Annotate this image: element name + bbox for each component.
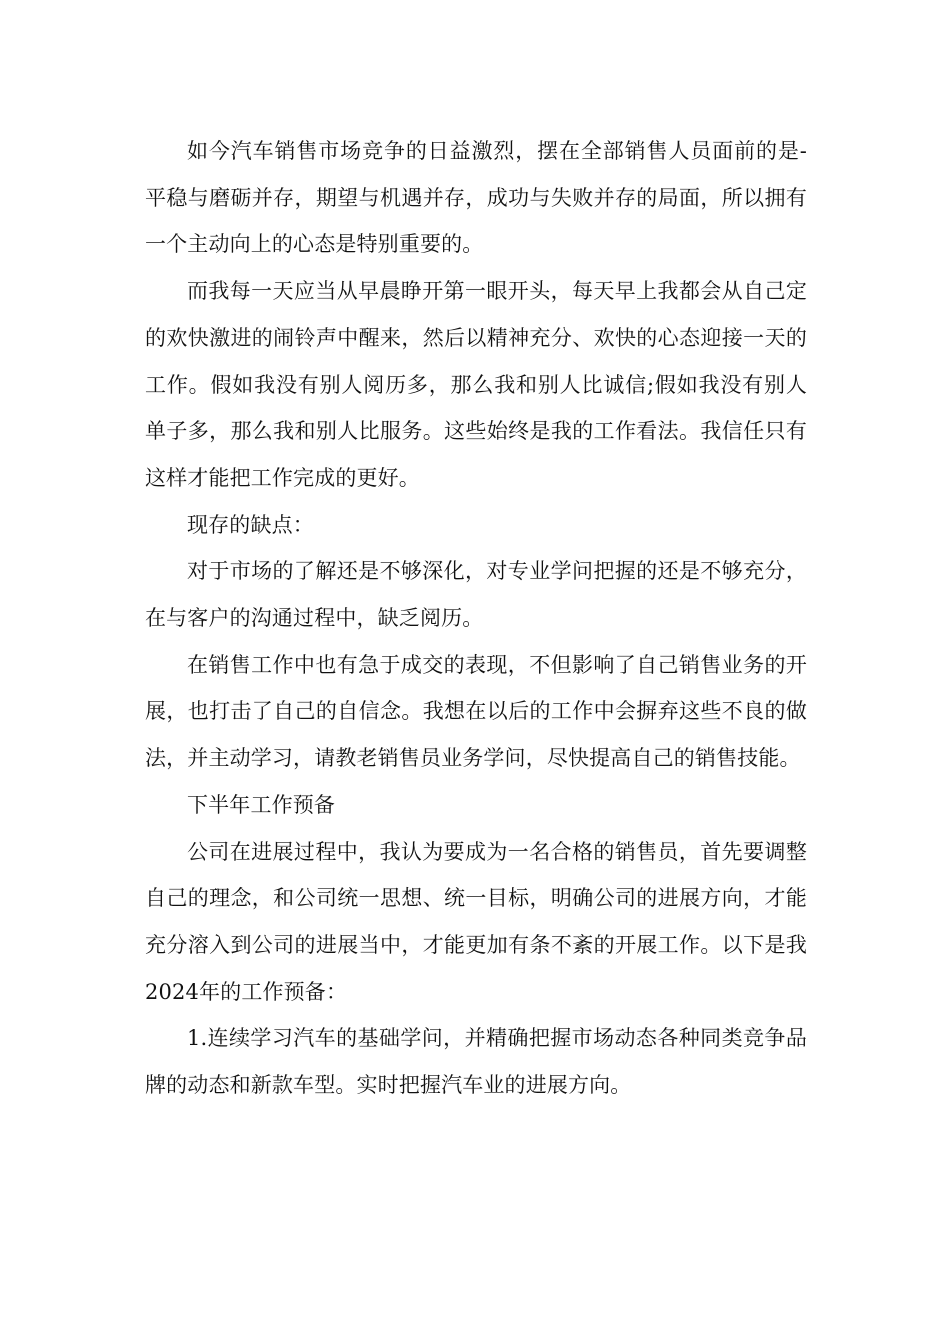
paragraph-sales-improvement: 在销售工作中也有急于成交的表现，不但影响了自己销售业务的开展，也打击了自己的自信念。我想在以后的工作中会摒弃这些不良的做法，并主动学习，请教老销售员业务学问，尽快提高自己的销售技能。: [145, 652, 807, 771]
paragraph-intro: 如今汽车销售市场竞争的日益激烈，摆在全部销售人员面前的是-平稳与磨砺并存，期望与机遇并存，成功与失败并存的局面，所以拥有一个主动向上的心态是特别重要的。: [145, 139, 807, 257]
heading-shortcomings: 现存的缺点：: [187, 512, 314, 537]
heading-second-half-plan: 下半年工作预备: [187, 792, 336, 817]
list-item-1: 1.连续学习汽车的基础学问，并精确把握市场动态各种同类竞争品牌的动态和新款车型。实时把握汽车业的进展方向。: [145, 1026, 807, 1098]
document-body: [145, 128, 807, 1109]
paragraph-market-knowledge: 对于市场的了解还是不够深化，对专业学问把握的还是不够充分，在与客户的沟通过程中，缺乏阅历。: [145, 559, 807, 631]
paragraph-company-development: 公司在进展过程中，我认为要成为一名合格的销售员，首先要调整自己的理念，和公司统一思想、统一目标，明确公司的进展方向，才能充分溶入到公司的进展当中，才能更加有条不紊的开展工作。以下是我2024年的工作预备：: [145, 839, 807, 1004]
paragraph-daily-attitude: 而我每一天应当从早晨睁开第一眼开头，每天早上我都会从自己定的欢快激进的闹铃声中醒来，然后以精神充分、欢快的心态迎接一天的工作。假如我没有别人阅历多，那么我和别人比诚信;假如我没有别人单子多，那么我和别人比服务。这些始终是我的工作看法。我信任只有这样才能把工作完成的更好。: [145, 279, 807, 490]
